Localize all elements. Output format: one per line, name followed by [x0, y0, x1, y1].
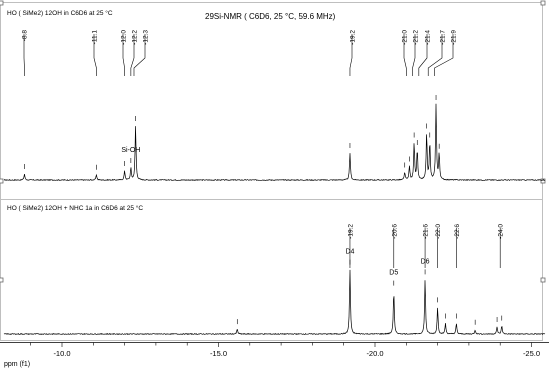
top-peak-pick-label: -12.3: [142, 30, 150, 45]
resize-handle-lower-left[interactable]: [0, 278, 3, 282]
bottom-peak-annotation: D5: [389, 269, 399, 277]
top-spectrum-trace: [4, 104, 545, 181]
bottom-panel-frame: [1, 200, 543, 341]
resize-handle-top-right[interactable]: [541, 1, 545, 5]
x-axis-tick-label: -10.0: [53, 349, 71, 358]
bottom-peak-pick-label: -19.2: [347, 224, 355, 239]
top-peak-pick-label: -19.2: [349, 30, 357, 45]
top-peak-pick-label: -21.2: [412, 30, 420, 45]
bottom-peak-pick-label: -24.0: [497, 224, 505, 239]
bottom-panel-caption: HO ( SiMe2) 12OH + NHC 1a in C6D6 at 25 °C: [7, 205, 144, 212]
top-spectrum-panel: [4, 30, 545, 181]
resize-handle-lower-right[interactable]: [541, 278, 545, 282]
bottom-peak-pick-label: -22.0: [435, 224, 443, 239]
top-peak-pick-label: -21.9: [450, 30, 458, 45]
resize-handle-top-left[interactable]: [0, 1, 3, 5]
bottom-peak-pick-label: -22.6: [453, 224, 461, 239]
top-panel-frame: [1, 3, 543, 200]
resize-handle-mid-right[interactable]: [541, 179, 545, 183]
bottom-peak-annotation: D6: [420, 258, 430, 266]
top-peak-annotation: Si-OH: [121, 147, 141, 154]
x-axis-tick-label: -25.0: [522, 349, 541, 358]
bottom-peak-pick-label: -20.6: [391, 224, 399, 239]
resize-handle-mid-left[interactable]: [0, 179, 3, 183]
top-peak-pick-label: -21.0: [401, 30, 409, 45]
top-peak-pick-label: -12.2: [131, 30, 139, 45]
panel-frames: [0, 1, 545, 341]
x-axis-label: ppm (f1): [4, 361, 31, 368]
top-peak-pick-label: -21.7: [439, 30, 447, 45]
x-axis-tick-label: -15.0: [209, 349, 228, 358]
ppm-axis: [0, 343, 549, 359]
x-axis-tick-label: -20.0: [366, 349, 384, 358]
top-peak-pick-label: -21.4: [424, 30, 432, 45]
bottom-peak-annotation: D4: [345, 248, 355, 256]
chart-title: 29Si-NMR ( C6D6, 25 °C, 59.6 MHz): [205, 12, 336, 21]
top-peak-pick-label: -8.8: [21, 30, 29, 42]
top-panel-caption: HO ( SiMe2) 12OH in C6D6 at 25 °C: [7, 10, 113, 17]
bottom-spectrum-panel: [4, 224, 545, 335]
top-peak-pick-label: -11.1: [91, 30, 99, 45]
top-peak-pick-label: -12.0: [120, 30, 128, 45]
bottom-spectrum-trace: [4, 270, 545, 335]
bottom-peak-pick-label: -21.6: [422, 224, 430, 239]
